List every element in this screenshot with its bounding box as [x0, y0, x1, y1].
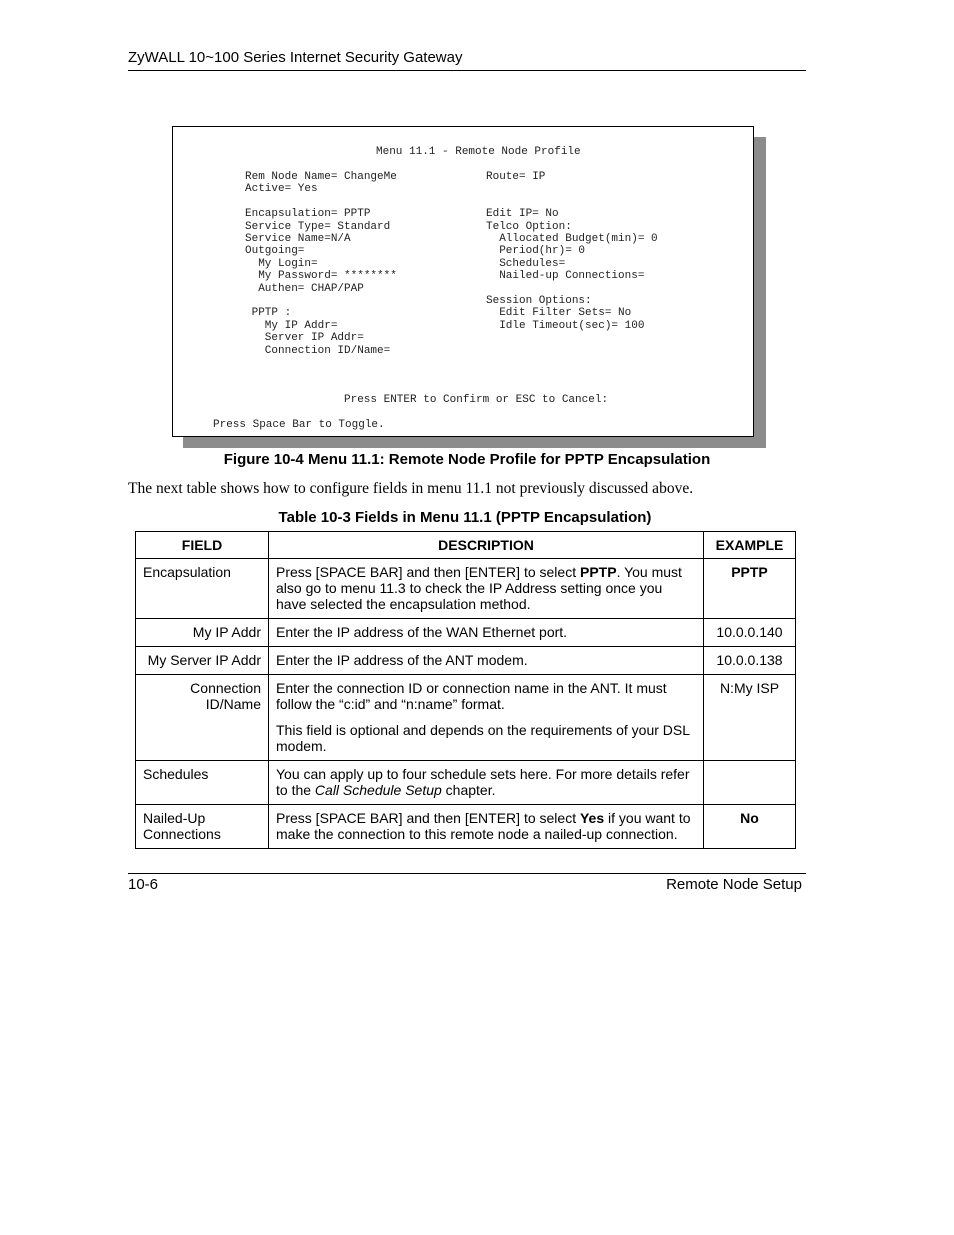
table-header-row [136, 532, 796, 559]
toggle-hint: Press Space Bar to Toggle. [213, 419, 385, 431]
field-cell: Nailed-Up Connections [136, 805, 269, 849]
menu-line: My Password= ******** [245, 270, 397, 283]
description-text: Enter the connection ID or connection name in the ANT. It must follow the “c:id” and “n:name” format. [276, 680, 667, 712]
menu-line: Connection ID/Name= [245, 344, 391, 357]
table-row [136, 619, 796, 647]
example-cell: No [704, 805, 796, 849]
description-text: . You must also go to menu 11.3 to check the IP Address setting once you have selected the encapsulation method. [276, 564, 682, 612]
menu-line: Service Name=N/A [245, 233, 351, 245]
menu-line: My Login= [245, 257, 318, 270]
intro-paragraph: The next table shows how to configure fields in menu 11.1 not previously discussed above. [128, 480, 694, 497]
description-text: Press [SPACE BAR] and then [ENTER] to select [276, 810, 580, 826]
description-cell: Enter the IP address of the WAN Ethernet port. [269, 619, 704, 647]
table-row [136, 761, 796, 805]
menu-line: Outgoing= [245, 245, 305, 258]
description-text: You can apply up to four schedule sets here. For more details refer to the [276, 766, 690, 798]
description-cell: Enter the IP address of the ANT modem. [269, 647, 704, 675]
field-cell: Encapsulation [136, 559, 269, 619]
menu-line: PPTP : [245, 307, 292, 320]
description-italic: Call Schedule Setup [314, 782, 442, 798]
figure-caption: Figure 10-4 Menu 11.1: Remote Node Profile for PPTP Encapsulation [223, 451, 711, 468]
footer-section: Remote Node Setup [666, 876, 802, 893]
fields-table [135, 531, 796, 849]
page-header [128, 48, 806, 71]
menu-line: Allocated Budget(min)= 0 [486, 233, 658, 245]
header-title: ZyWALL 10~100 Series Internet Security Gateway [128, 49, 463, 66]
description-text: Press [SPACE BAR] and then [ENTER] to select [276, 564, 580, 580]
description-cell [269, 675, 704, 761]
table-caption: Table 10-3 Fields in Menu 11.1 (PPTP Encapsulation) [278, 509, 652, 526]
table-row [136, 805, 796, 849]
header-field: FIELD [136, 532, 269, 559]
menu-line: Edit Filter Sets= No [486, 307, 632, 320]
description-cell [269, 559, 704, 619]
example-cell: 10.0.0.140 [704, 619, 796, 647]
description-cell [269, 805, 704, 849]
field-cell: My IP Addr [136, 619, 269, 647]
menu-line: Rem Node Name= ChangeMe [245, 171, 397, 183]
menu-line: Edit IP= No [486, 208, 559, 221]
example-cell: 10.0.0.138 [704, 647, 796, 675]
header-example: EXAMPLE [704, 532, 796, 559]
menu-line: My IP Addr= [245, 319, 338, 332]
menu-line: Authen= CHAP/PAP [245, 282, 364, 295]
page-footer [128, 873, 806, 893]
field-cell: Schedules [136, 761, 269, 805]
menu-line: Route= IP [486, 171, 546, 183]
menu-line: Telco Option: [486, 220, 572, 233]
field-cell: My Server IP Addr [136, 647, 269, 675]
terminal-screen [172, 126, 754, 437]
example-cell: PPTP [704, 559, 796, 619]
example-cell: N:My ISP [704, 675, 796, 761]
description-note: This field is optional and depends on the requirements of your DSL modem. [276, 722, 690, 754]
menu-line: Nailed-up Connections= [486, 270, 645, 283]
menu-line: Service Type= Standard [245, 220, 391, 233]
description-bold: Yes [579, 810, 605, 826]
page-number: 10-6 [128, 876, 159, 893]
table-row [136, 675, 796, 761]
table-row [136, 559, 796, 619]
menu-line: Session Options: [486, 295, 592, 307]
table-row [136, 647, 796, 675]
description-text: if you want to make the connection to this remote node a nailed-up connection. [276, 810, 691, 842]
example-cell [704, 761, 796, 805]
menu-line: Idle Timeout(sec)= 100 [486, 319, 645, 332]
menu-line: Active= Yes [245, 183, 318, 196]
menu-line: Period(hr)= 0 [486, 245, 586, 258]
description-text: chapter. [441, 782, 496, 798]
menu-line: Schedules= [486, 257, 566, 270]
menu-line: Server IP Addr= [245, 332, 364, 345]
field-cell: Connection ID/Name [136, 675, 269, 761]
header-description: DESCRIPTION [269, 532, 704, 559]
menu-title: Menu 11.1 - Remote Node Profile [376, 146, 581, 158]
confirm-prompt: Press ENTER to Confirm or ESC to Cancel: [344, 394, 609, 406]
description-cell [269, 761, 704, 805]
description-bold: PPTP [579, 564, 617, 580]
menu-line: Encapsulation= PPTP [245, 208, 371, 221]
